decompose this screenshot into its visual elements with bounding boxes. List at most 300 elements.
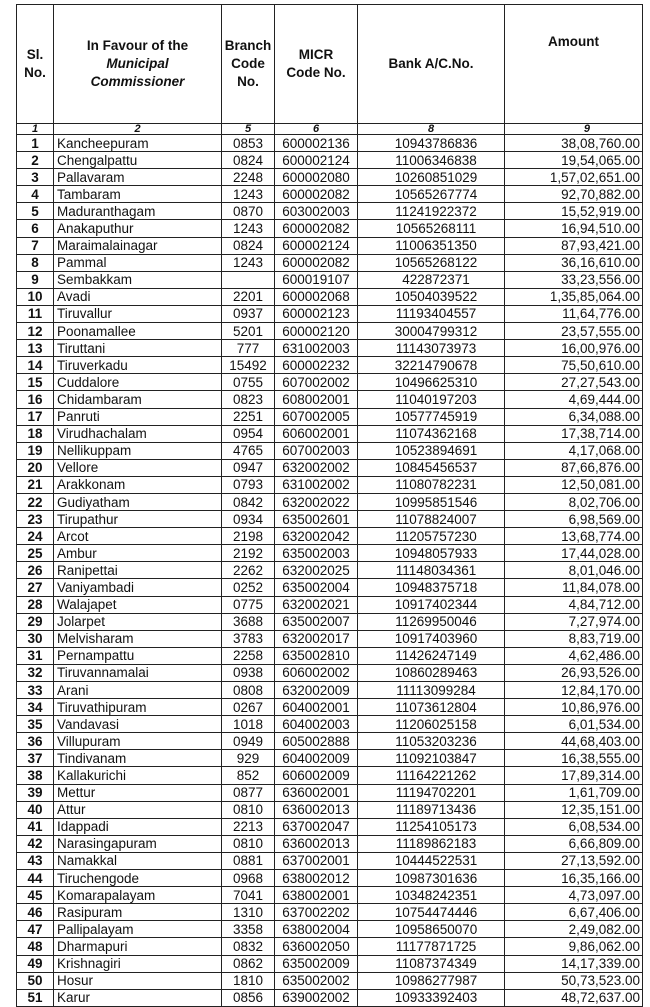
- bank-account-cell: 11073612804: [358, 699, 505, 716]
- table-row: [17, 955, 643, 972]
- municipality-name-cell: Kallakurichi: [54, 767, 222, 784]
- sl-number-cell: 19: [17, 442, 54, 459]
- bank-account-cell: 10496625310: [358, 374, 505, 391]
- branch-code-cell: 0862: [222, 955, 275, 972]
- sl-number-cell: 21: [17, 476, 54, 493]
- table-row: [17, 442, 643, 459]
- municipality-name-cell: Vaniyambadi: [54, 579, 222, 596]
- amount-cell: 38,08,760.00: [505, 135, 643, 152]
- branch-code-cell: 1018: [222, 716, 275, 733]
- branch-code-cell: 4765: [222, 442, 275, 459]
- amount-cell: 14,17,339.00: [505, 955, 643, 972]
- table-row: [17, 664, 643, 681]
- bank-account-cell: 10948057933: [358, 545, 505, 562]
- sl-number-cell: 42: [17, 835, 54, 852]
- amount-cell: 16,38,555.00: [505, 750, 643, 767]
- amount-cell: 19,54,065.00: [505, 152, 643, 169]
- amount-cell: 23,57,555.00: [505, 323, 643, 340]
- amount-cell: 4,62,486.00: [505, 647, 643, 664]
- micr-code-cell: 603002003: [275, 203, 358, 220]
- payment-sheet: [16, 4, 642, 1007]
- branch-code-cell: 0870: [222, 203, 275, 220]
- municipality-name-cell: Pammal: [54, 254, 222, 271]
- municipality-name-cell: Arani: [54, 682, 222, 699]
- amount-cell: 11,64,776.00: [505, 305, 643, 322]
- sl-number-cell: 12: [17, 323, 54, 340]
- amount-cell: 17,38,714.00: [505, 425, 643, 442]
- municipality-name-cell: Namakkal: [54, 852, 222, 869]
- table-row: [17, 408, 643, 425]
- micr-code-cell: 632002025: [275, 562, 358, 579]
- sl-number-cell: 31: [17, 647, 54, 664]
- sl-number-cell: 38: [17, 767, 54, 784]
- bank-account-cell: 11113099284: [358, 682, 505, 699]
- table-row: [17, 288, 643, 305]
- table-row: [17, 596, 643, 613]
- bank-account-cell: 10995851546: [358, 493, 505, 510]
- amount-cell: 1,57,02,651.00: [505, 169, 643, 186]
- table-row: [17, 169, 643, 186]
- sl-number-cell: 26: [17, 562, 54, 579]
- sl-number-cell: 7: [17, 237, 54, 254]
- micr-code-cell: 600002080: [275, 169, 358, 186]
- municipality-name-cell: Krishnagiri: [54, 955, 222, 972]
- amount-cell: 26,93,526.00: [505, 664, 643, 681]
- sl-number-cell: 17: [17, 408, 54, 425]
- sl-number-cell: 40: [17, 801, 54, 818]
- micr-code-cell: 635002007: [275, 613, 358, 630]
- sl-number-cell: 11: [17, 305, 54, 322]
- table-row: [17, 476, 643, 493]
- branch-code-cell: 0949: [222, 733, 275, 750]
- micr-code-cell: 600002123: [275, 305, 358, 322]
- table-row: [17, 135, 643, 152]
- micr-code-cell: 635002002: [275, 972, 358, 989]
- branch-code-cell: 0947: [222, 459, 275, 476]
- municipality-name-cell: Tirupathur: [54, 511, 222, 528]
- table-row: [17, 938, 643, 955]
- amount-cell: 9,86,062.00: [505, 938, 643, 955]
- bank-account-cell: 10260851029: [358, 169, 505, 186]
- municipality-name-cell: Pallavaram: [54, 169, 222, 186]
- column-number: 9: [505, 124, 643, 135]
- table-row: [17, 493, 643, 510]
- table-row: [17, 972, 643, 989]
- branch-code-cell: 1310: [222, 904, 275, 921]
- amount-cell: 1,35,85,064.00: [505, 288, 643, 305]
- branch-code-cell: 0938: [222, 664, 275, 681]
- table-body: [17, 124, 643, 1007]
- municipality-name-cell: Attur: [54, 801, 222, 818]
- sl-number-cell: 23: [17, 511, 54, 528]
- sl-number-cell: 35: [17, 716, 54, 733]
- micr-code-cell: 635002009: [275, 955, 358, 972]
- bank-account-cell: 10986277987: [358, 972, 505, 989]
- bank-account-cell: 11143073973: [358, 340, 505, 357]
- table-row: [17, 305, 643, 322]
- micr-code-cell: 600002082: [275, 254, 358, 271]
- sl-number-cell: 34: [17, 699, 54, 716]
- municipality-name-cell: Mettur: [54, 784, 222, 801]
- branch-code-cell: 3688: [222, 613, 275, 630]
- municipality-name-cell: Tindivanam: [54, 750, 222, 767]
- header-micr-code: MICR Code No.: [275, 5, 358, 124]
- amount-cell: 33,23,556.00: [505, 271, 643, 288]
- sl-number-cell: 33: [17, 682, 54, 699]
- bank-account-cell: 10948375718: [358, 579, 505, 596]
- municipality-name-cell: Panruti: [54, 408, 222, 425]
- bank-account-cell: 11006346838: [358, 152, 505, 169]
- branch-code-cell: 777: [222, 340, 275, 357]
- amount-cell: 6,98,569.00: [505, 511, 643, 528]
- micr-code-cell: 638002001: [275, 887, 358, 904]
- municipality-name-cell: Narasingapuram: [54, 835, 222, 852]
- sl-number-cell: 18: [17, 425, 54, 442]
- table-row: [17, 784, 643, 801]
- micr-code-cell: 631002002: [275, 476, 358, 493]
- micr-code-cell: 636002013: [275, 801, 358, 818]
- branch-code-cell: 2262: [222, 562, 275, 579]
- amount-cell: 6,08,534.00: [505, 818, 643, 835]
- branch-code-cell: 0824: [222, 237, 275, 254]
- micr-code-cell: 600002124: [275, 152, 358, 169]
- municipality-name-cell: Pallipalayam: [54, 921, 222, 938]
- sl-number-cell: 3: [17, 169, 54, 186]
- sl-number-cell: 28: [17, 596, 54, 613]
- bank-account-cell: 10987301636: [358, 870, 505, 887]
- table-row: [17, 613, 643, 630]
- micr-code-cell: 600002124: [275, 237, 358, 254]
- micr-code-cell: 632002017: [275, 630, 358, 647]
- municipality-name-cell: Pernampattu: [54, 647, 222, 664]
- table-row: [17, 237, 643, 254]
- micr-code-cell: 600002082: [275, 186, 358, 203]
- branch-code-cell: 0856: [222, 989, 275, 1006]
- micr-code-cell: 607002003: [275, 442, 358, 459]
- sl-number-cell: 44: [17, 870, 54, 887]
- table-row: [17, 340, 643, 357]
- branch-code-cell: 0968: [222, 870, 275, 887]
- branch-code-cell: 0881: [222, 852, 275, 869]
- table-row: [17, 630, 643, 647]
- table-row: [17, 579, 643, 596]
- amount-cell: 16,94,510.00: [505, 220, 643, 237]
- micr-code-cell: 600002232: [275, 357, 358, 374]
- bank-account-cell: 10504039522: [358, 288, 505, 305]
- amount-cell: 92,70,882.00: [505, 186, 643, 203]
- micr-code-cell: 600002120: [275, 323, 358, 340]
- sl-number-cell: 37: [17, 750, 54, 767]
- municipality-name-cell: Tiruvannamalai: [54, 664, 222, 681]
- micr-code-cell: 600002082: [275, 220, 358, 237]
- micr-code-cell: 638002004: [275, 921, 358, 938]
- micr-code-cell: 606002002: [275, 664, 358, 681]
- amount-cell: 13,68,774.00: [505, 528, 643, 545]
- branch-code-cell: 929: [222, 750, 275, 767]
- micr-code-cell: 632002021: [275, 596, 358, 613]
- micr-code-cell: 637002202: [275, 904, 358, 921]
- municipal-accounts-table: [16, 4, 643, 1007]
- micr-code-cell: 632002009: [275, 682, 358, 699]
- branch-code-cell: [222, 271, 275, 288]
- branch-code-cell: 2258: [222, 647, 275, 664]
- branch-code-cell: 0832: [222, 938, 275, 955]
- micr-code-cell: 639002002: [275, 989, 358, 1006]
- municipality-name-cell: Anakaputhur: [54, 220, 222, 237]
- table-row: [17, 818, 643, 835]
- sl-number-cell: 41: [17, 818, 54, 835]
- bank-account-cell: 11148034361: [358, 562, 505, 579]
- branch-code-cell: 0824: [222, 152, 275, 169]
- branch-code-cell: 0808: [222, 682, 275, 699]
- column-number-row: [17, 124, 643, 135]
- branch-code-cell: 2201: [222, 288, 275, 305]
- municipality-name-cell: Tiruvathipuram: [54, 699, 222, 716]
- bank-account-cell: 10565268122: [358, 254, 505, 271]
- table-row: [17, 528, 643, 545]
- branch-code-cell: 1810: [222, 972, 275, 989]
- sl-number-cell: 46: [17, 904, 54, 921]
- column-number: 6: [275, 124, 358, 135]
- municipality-name-cell: Avadi: [54, 288, 222, 305]
- bank-account-cell: 11269950046: [358, 613, 505, 630]
- amount-cell: 4,17,068.00: [505, 442, 643, 459]
- micr-code-cell: 606002009: [275, 767, 358, 784]
- micr-code-cell: 632002022: [275, 493, 358, 510]
- municipality-name-cell: Ranipettai: [54, 562, 222, 579]
- branch-code-cell: 1243: [222, 220, 275, 237]
- bank-account-cell: 11092103847: [358, 750, 505, 767]
- table-row: [17, 733, 643, 750]
- table-row: [17, 750, 643, 767]
- municipality-name-cell: Tiruchengode: [54, 870, 222, 887]
- amount-cell: 44,68,403.00: [505, 733, 643, 750]
- amount-cell: 87,66,876.00: [505, 459, 643, 476]
- branch-code-cell: 2198: [222, 528, 275, 545]
- column-number: 5: [222, 124, 275, 135]
- table-row: [17, 801, 643, 818]
- sl-number-cell: 39: [17, 784, 54, 801]
- municipality-name-cell: Dharmapuri: [54, 938, 222, 955]
- table-row: [17, 459, 643, 476]
- branch-code-cell: 2248: [222, 169, 275, 186]
- sl-number-cell: 5: [17, 203, 54, 220]
- bank-account-cell: 10565267774: [358, 186, 505, 203]
- sl-number-cell: 9: [17, 271, 54, 288]
- branch-code-cell: 0937: [222, 305, 275, 322]
- bank-account-cell: 11074362168: [358, 425, 505, 442]
- bank-account-cell: 10958650070: [358, 921, 505, 938]
- bank-account-cell: 10917403960: [358, 630, 505, 647]
- table-row: [17, 921, 643, 938]
- municipality-name-cell: Poonamallee: [54, 323, 222, 340]
- header-in-favour: In Favour of the Municipal Commissioner: [54, 5, 222, 124]
- branch-code-cell: 15492: [222, 357, 275, 374]
- branch-code-cell: 7041: [222, 887, 275, 904]
- municipality-name-cell: Tiruvallur: [54, 305, 222, 322]
- branch-code-cell: 0954: [222, 425, 275, 442]
- amount-cell: 7,27,974.00: [505, 613, 643, 630]
- header-sl-no: Sl. No.: [17, 5, 54, 124]
- table-row: [17, 699, 643, 716]
- bank-account-cell: 11087374349: [358, 955, 505, 972]
- branch-code-cell: 0755: [222, 374, 275, 391]
- micr-code-cell: 607002005: [275, 408, 358, 425]
- municipality-name-cell: Maraimalainagar: [54, 237, 222, 254]
- micr-code-cell: 606002001: [275, 425, 358, 442]
- amount-cell: 27,13,592.00: [505, 852, 643, 869]
- amount-cell: 4,73,097.00: [505, 887, 643, 904]
- municipality-name-cell: Rasipuram: [54, 904, 222, 921]
- micr-code-cell: 637002047: [275, 818, 358, 835]
- table-row: [17, 835, 643, 852]
- micr-code-cell: 635002810: [275, 647, 358, 664]
- municipality-name-cell: Nellikuppam: [54, 442, 222, 459]
- bank-account-cell: 11177871725: [358, 938, 505, 955]
- amount-cell: 12,84,170.00: [505, 682, 643, 699]
- bank-account-cell: 10943786836: [358, 135, 505, 152]
- micr-code-cell: 632002042: [275, 528, 358, 545]
- amount-cell: 4,84,712.00: [505, 596, 643, 613]
- table-row: [17, 152, 643, 169]
- micr-code-cell: 604002003: [275, 716, 358, 733]
- municipality-name-cell: Kancheepuram: [54, 135, 222, 152]
- column-number: 8: [358, 124, 505, 135]
- micr-code-cell: 600002136: [275, 135, 358, 152]
- bank-account-cell: 11205757230: [358, 528, 505, 545]
- sl-number-cell: 4: [17, 186, 54, 203]
- bank-account-cell: 11006351350: [358, 237, 505, 254]
- branch-code-cell: 852: [222, 767, 275, 784]
- branch-code-cell: 2213: [222, 818, 275, 835]
- municipality-name-cell: Chidambaram: [54, 391, 222, 408]
- table-row: [17, 562, 643, 579]
- micr-code-cell: 632002002: [275, 459, 358, 476]
- municipality-name-cell: Jolarpet: [54, 613, 222, 630]
- header-amount: Amount: [505, 5, 643, 124]
- municipality-name-cell: Vandavasi: [54, 716, 222, 733]
- sl-number-cell: 15: [17, 374, 54, 391]
- municipality-name-cell: Cuddalore: [54, 374, 222, 391]
- branch-code-cell: 2192: [222, 545, 275, 562]
- bank-account-cell: 10565268111: [358, 220, 505, 237]
- bank-account-cell: 10348242351: [358, 887, 505, 904]
- bank-account-cell: 11194702201: [358, 784, 505, 801]
- column-number: 1: [17, 124, 54, 135]
- micr-code-cell: 635002003: [275, 545, 358, 562]
- branch-code-cell: 0810: [222, 835, 275, 852]
- branch-code-cell: 0853: [222, 135, 275, 152]
- table-row: [17, 357, 643, 374]
- table-header: [17, 5, 643, 124]
- table-row: [17, 647, 643, 664]
- bank-account-cell: 10933392403: [358, 989, 505, 1006]
- table-row: [17, 186, 643, 203]
- amount-cell: 1,61,709.00: [505, 784, 643, 801]
- branch-code-cell: 0877: [222, 784, 275, 801]
- bank-account-cell: 10845456537: [358, 459, 505, 476]
- sl-number-cell: 27: [17, 579, 54, 596]
- micr-code-cell: 636002013: [275, 835, 358, 852]
- micr-code-cell: 604002009: [275, 750, 358, 767]
- branch-code-cell: 0842: [222, 493, 275, 510]
- municipality-name-cell: Idappadi: [54, 818, 222, 835]
- table-row: [17, 323, 643, 340]
- table-row: [17, 852, 643, 869]
- branch-code-cell: 0793: [222, 476, 275, 493]
- bank-account-cell: 11078824007: [358, 511, 505, 528]
- table-row: [17, 767, 643, 784]
- bank-account-cell: 11040197203: [358, 391, 505, 408]
- micr-code-cell: 636002050: [275, 938, 358, 955]
- amount-cell: 8,01,046.00: [505, 562, 643, 579]
- sl-number-cell: 22: [17, 493, 54, 510]
- amount-cell: 27,27,543.00: [505, 374, 643, 391]
- micr-code-cell: 637002001: [275, 852, 358, 869]
- bank-account-cell: 10860289463: [358, 664, 505, 681]
- municipality-name-cell: Tiruverkadu: [54, 357, 222, 374]
- sl-number-cell: 8: [17, 254, 54, 271]
- municipality-name-cell: Melvisharam: [54, 630, 222, 647]
- sl-number-cell: 51: [17, 989, 54, 1006]
- table-row: [17, 220, 643, 237]
- amount-cell: 4,69,444.00: [505, 391, 643, 408]
- branch-code-cell: 3358: [222, 921, 275, 938]
- micr-code-cell: 607002002: [275, 374, 358, 391]
- branch-code-cell: 0810: [222, 801, 275, 818]
- column-number: 2: [54, 124, 222, 135]
- sl-number-cell: 25: [17, 545, 54, 562]
- micr-code-cell: 605002888: [275, 733, 358, 750]
- bank-account-cell: 10917402344: [358, 596, 505, 613]
- municipality-name-cell: Maduranthagam: [54, 203, 222, 220]
- sl-number-cell: 2: [17, 152, 54, 169]
- amount-cell: 75,50,610.00: [505, 357, 643, 374]
- amount-cell: 50,73,523.00: [505, 972, 643, 989]
- amount-cell: 17,44,028.00: [505, 545, 643, 562]
- municipality-name-cell: Vellore: [54, 459, 222, 476]
- bank-account-cell: 11193404557: [358, 305, 505, 322]
- branch-code-cell: 0775: [222, 596, 275, 613]
- amount-cell: 2,49,082.00: [505, 921, 643, 938]
- sl-number-cell: 47: [17, 921, 54, 938]
- bank-account-cell: 11164221262: [358, 767, 505, 784]
- sl-number-cell: 10: [17, 288, 54, 305]
- bank-account-cell: 11053203236: [358, 733, 505, 750]
- table-row: [17, 545, 643, 562]
- micr-code-cell: 635002004: [275, 579, 358, 596]
- micr-code-cell: 600002068: [275, 288, 358, 305]
- amount-cell: 48,72,637.00: [505, 989, 643, 1006]
- table-row: [17, 870, 643, 887]
- branch-code-cell: 1243: [222, 186, 275, 203]
- sl-number-cell: 45: [17, 887, 54, 904]
- sl-number-cell: 24: [17, 528, 54, 545]
- sl-number-cell: 36: [17, 733, 54, 750]
- bank-account-cell: 32214790678: [358, 357, 505, 374]
- bank-account-cell: 11080782231: [358, 476, 505, 493]
- sl-number-cell: 14: [17, 357, 54, 374]
- amount-cell: 6,01,534.00: [505, 716, 643, 733]
- amount-cell: 87,93,421.00: [505, 237, 643, 254]
- bank-account-cell: 30004799312: [358, 323, 505, 340]
- bank-account-cell: 11241922372: [358, 203, 505, 220]
- bank-account-cell: 11189862183: [358, 835, 505, 852]
- branch-code-cell: 3783: [222, 630, 275, 647]
- bank-account-cell: 11426247149: [358, 647, 505, 664]
- bank-account-cell: 11254105173: [358, 818, 505, 835]
- branch-code-cell: 5201: [222, 323, 275, 340]
